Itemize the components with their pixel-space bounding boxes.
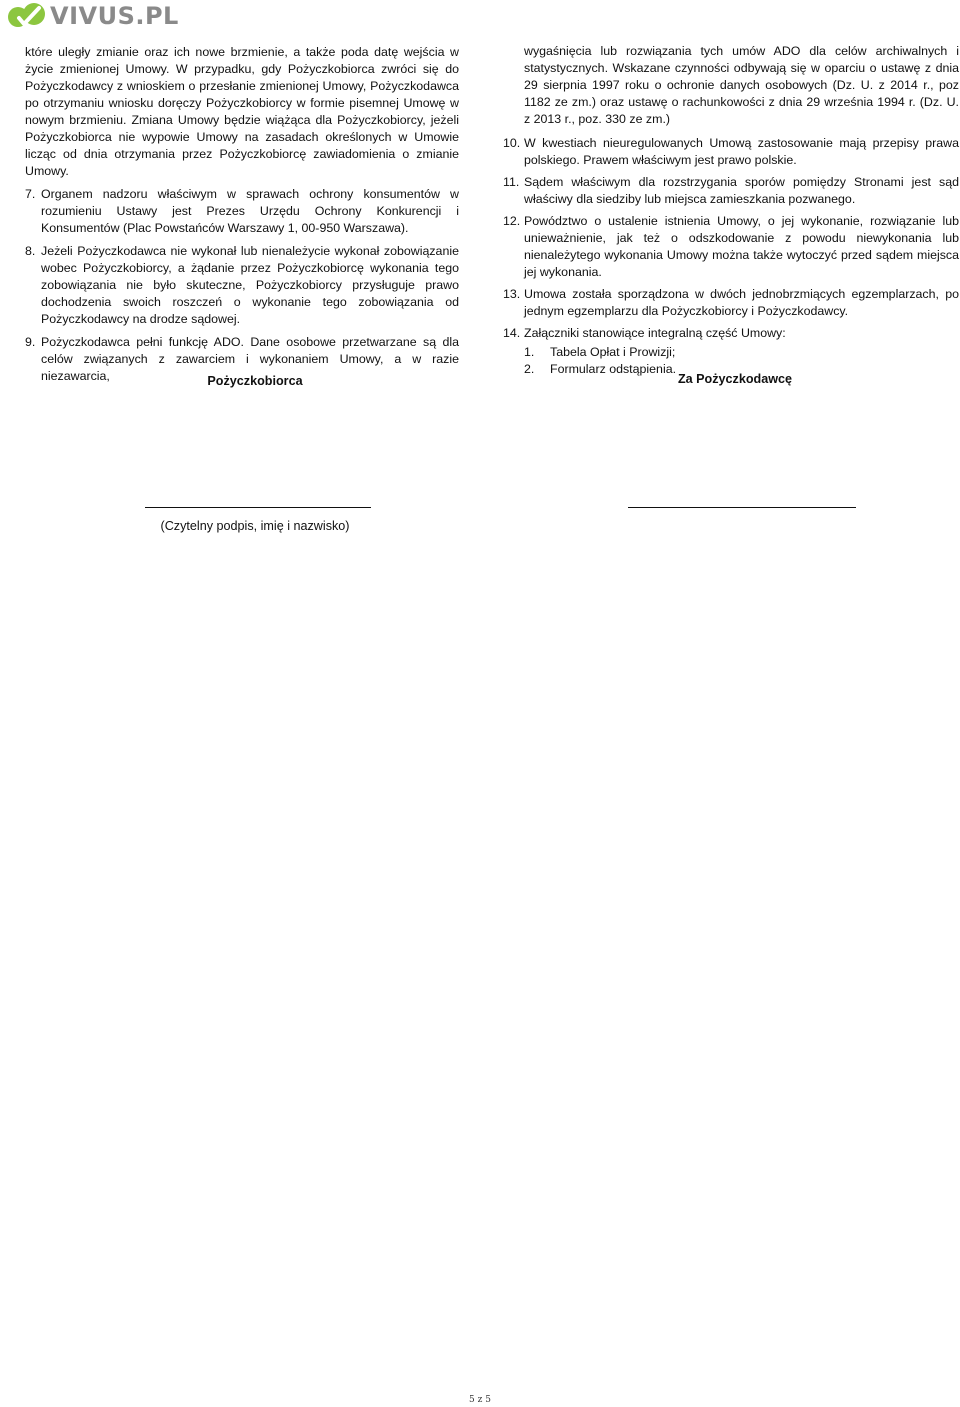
clause-number: 11.: [503, 175, 520, 189]
borrower-signature-title: Pożyczkobiorca: [207, 374, 303, 388]
clause-number: 10.: [503, 136, 521, 150]
page-number: 5 z 5: [469, 1395, 491, 1405]
clause-number: 7.: [25, 187, 36, 201]
clause-10: [503, 135, 959, 169]
borrower-signature-line: [145, 507, 371, 508]
clause-13: [503, 286, 959, 320]
lender-signature-line: [628, 507, 856, 508]
clause-11: [503, 174, 959, 208]
clause-text: Powództwo o ustalenie istnienia Umowy, o jej wykonanie, rozwiązanie lub unieważnienie, jak też o odszkodowanie z powodu niewykonania lub nienależytego wykonania Umowy można także wytoczyć przed sądem miejsca jej wykonania.: [524, 214, 959, 279]
clause-number: 13.: [503, 287, 521, 301]
clause-9-continued: [503, 43, 959, 128]
clover-leaf-icon: [6, 2, 48, 30]
clause-text: [524, 325, 959, 378]
clause-text: Organem nadzoru właściwym w sprawach ochrony konsumentów w rozumieniu Ustawy jest Prezes Urzędu Ochrony Konkurencji i Konsumentów (Plac Powstańców Warszawy 1, 00-950 Warszawa).: [41, 187, 459, 235]
clause-number: 8.: [25, 244, 36, 258]
attachment-number: 2.: [524, 362, 535, 376]
attachment-number: 1.: [524, 345, 535, 359]
borrower-signature-caption: (Czytelny podpis, imię i nazwisko): [160, 519, 350, 533]
clause-text: Sądem właściwym dla rozstrzygania sporów pomiędzy Stronami jest sąd właściwy dla siedziby lub miejsca zamieszkania pozwanego.: [524, 175, 959, 206]
attachment-text: Formularz odstąpienia.: [550, 362, 677, 376]
right-column: [503, 43, 959, 378]
clause-text: Umowa została sporządzona w dwóch jednobrzmiących egzemplarzach, po jednym egzemplarzu dla Pożyczkobiorcy i Pożyczkodawcy.: [524, 287, 959, 318]
attachment-text: Tabela Opłat i Prowizji;: [550, 345, 676, 359]
right-intro-paragraph: wygaśnięcia lub rozwiązania tych umów ADO dla celów archiwalnych i statystycznych. Wskazane czynności odbywają się w oparciu o ustawę z dnia 29 sierpnia 1997 roku o ochronie danych osobowych (Dz. U. z 2014 r., poz 1182 ze zm.) oraz ustawę o rachunkowości z dnia 29 września 1994 r. (Dz. U. z 2013 r., poz. 330 ze zm.): [524, 44, 959, 126]
attachments-intro: Załączniki stanowiące integralną część Umowy:: [524, 326, 786, 340]
logo-text: VIVUS.PL: [50, 2, 179, 30]
clause-number: 9.: [25, 335, 36, 349]
clause-number: 14.: [503, 326, 521, 340]
clause-number: 12.: [503, 214, 521, 228]
clause-7: [25, 186, 459, 237]
clause-text: Jeżeli Pożyczkodawca nie wykonał lub nienależycie wykonał zobowiązanie wobec Pożyczkobiorcy, a żądanie przez Pożyczkobiorcę wykonania tego zobowiązania nie było skuteczne, Pożyczkobiorcy przysługuje prawo dochodzenia swoich roszczeń o wykonanie tego zobowiązania od Pożyczkodawcy na drodze sądowej.: [41, 244, 459, 326]
left-column: [25, 44, 459, 385]
vivus-logo: [6, 2, 179, 30]
clause-14: [503, 325, 959, 378]
attachment-item: [524, 344, 959, 361]
clause-12: [503, 213, 959, 281]
clause-8: [25, 243, 459, 328]
lender-signature-title: Za Pożyczkodawcę: [677, 372, 793, 386]
clause-text: Pożyczkodawca pełni funkcję ADO. Dane osobowe przetwarzane są dla celów związanych z zawarciem i wykonaniem Umowy, a w razie niezawarcia,: [41, 335, 459, 383]
left-intro-paragraph: które uległy zmianie oraz ich nowe brzmienie, a także poda datę wejścia w życie zmienionej Umowy. W przypadku, gdy Pożyczkobiorca zwróci się do Pożyczkodawcy z wnioskiem o przesłanie zmienionej Umowy, Pożyczkodawca po otrzymaniu wniosku doręczy Pożyczkobiorcy w formie pisemnej Umowę w nowym brzmieniu. Zmiana Umowy będzie wiążąca dla Pożyczkobiorcy, jeżeli Pożyczkobiorca nie wypowie Umowy na zasadach określonych w Umowie licząc od dnia otrzymania przez Pożyczkobiorcę zawiadomienia o zmianie Umowy.: [25, 45, 459, 178]
clause-text: W kwestiach nieuregulowanych Umową zastosowanie mają przepisy prawa polskiego. Prawem właściwym jest prawo polskie.: [524, 136, 959, 167]
